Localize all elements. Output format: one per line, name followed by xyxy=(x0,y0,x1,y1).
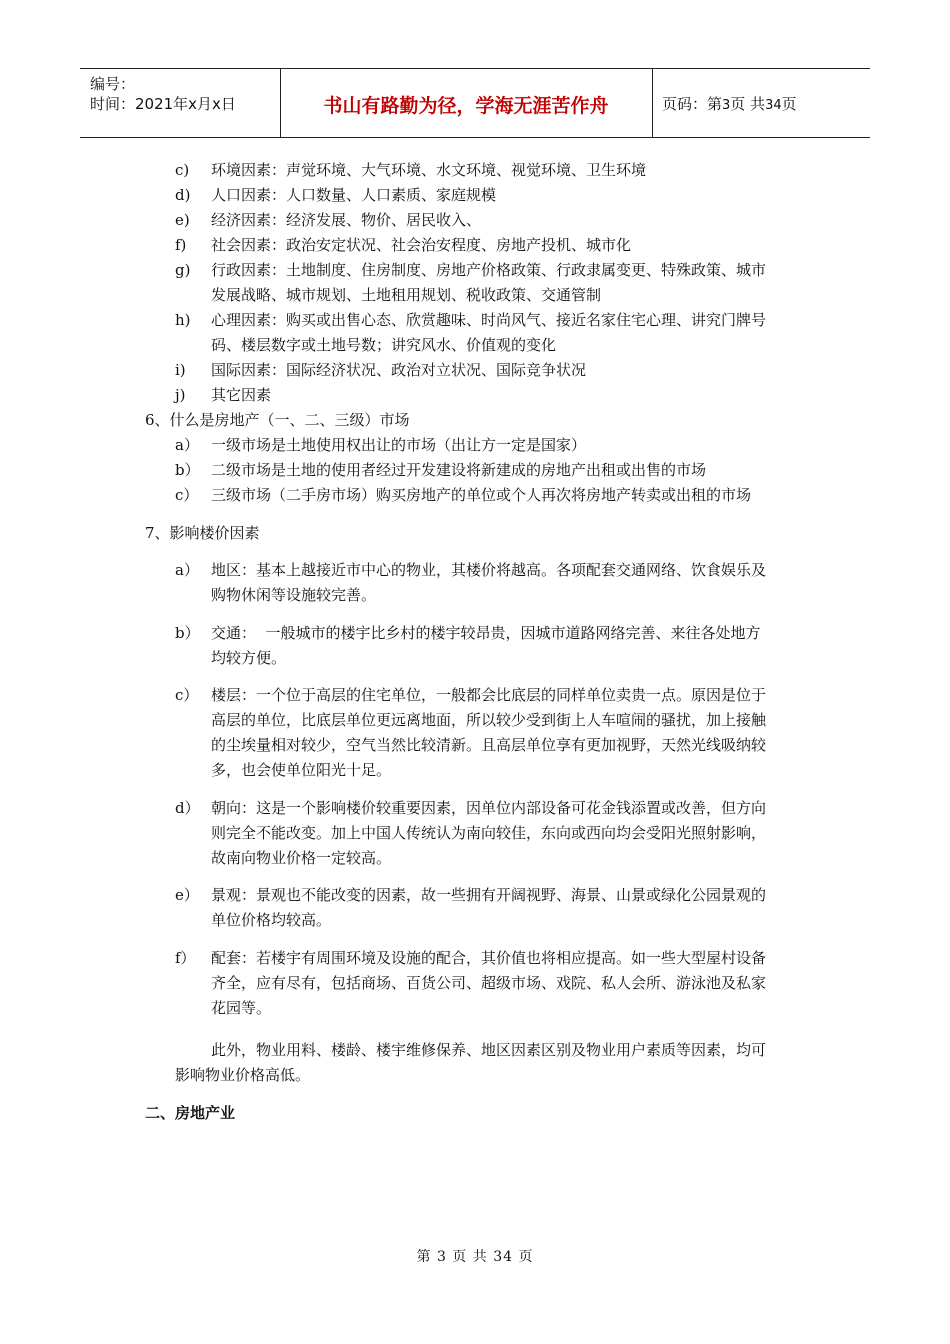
list-item-marker: f） xyxy=(175,949,196,967)
list-item-text: 心理因素：购买或出售心态、欣赏趣味、时尚风气、接近名家住宅心理、讲究门牌号 xyxy=(211,311,767,329)
closing-paragraph-continued: 影响物业价格高低。 xyxy=(175,1066,311,1084)
list-item-text-continued: 购物休闲等设施较完善。 xyxy=(211,586,377,604)
list-item-text: 配套：若楼宇有周围环境及设施的配合，其价值也将相应提高。如一些大型屋村设备 xyxy=(211,949,767,967)
list-item-marker: h) xyxy=(175,311,191,329)
section-6-heading: 6、什么是房地产（一、二、三级）市场 xyxy=(145,411,410,429)
list-item-marker: e) xyxy=(175,211,190,229)
list-item-text: 朝向：这是一个影响楼价较重要因素，因单位内部设备可花金钱添置或改善，但方向 xyxy=(211,799,767,817)
page-code-suffix: 页 xyxy=(781,95,797,113)
list-item-marker: i) xyxy=(175,361,186,379)
list-item-text: 一级市场是土地使用权出让的市场（出让方一定是国家） xyxy=(211,436,587,454)
header-page-code xyxy=(662,93,797,114)
list-item-text-continued: 高层的单位，比底层单位更远离地面，所以较少受到街上人车喧闹的骚扰，加上接触 xyxy=(211,711,767,729)
section-7-heading: 7、影响楼价因素 xyxy=(145,524,260,542)
list-item-text: 经济因素：经济发展、物价、居民收入、 xyxy=(211,211,482,229)
closing-paragraph: 此外，物业用料、楼龄、楼宇维修保养、地区因素区别及物业用户素质等因素，均可 xyxy=(211,1041,767,1059)
list-item-text: 社会因素：政治安定状况、社会治安程度、房地产投机、城市化 xyxy=(211,236,632,254)
list-item-marker: a） xyxy=(175,561,199,579)
list-item-marker: c） xyxy=(175,486,199,504)
list-item-marker: c) xyxy=(175,161,190,179)
list-item-text: 人口因素：人口数量、人口素质、家庭规模 xyxy=(211,186,497,204)
list-item-text-continued: 齐全，应有尽有，包括商场、百货公司、超级市场、戏院、私人会所、游泳池及私家 xyxy=(211,974,767,992)
header-info-cell xyxy=(80,69,281,137)
page-code-current: 3 xyxy=(722,98,731,113)
list-item-text-continued: 单位价格均较高。 xyxy=(211,911,332,929)
list-item-text: 楼层：一个位于高层的住宅单位，一般都会比底层的同样单位卖贵一点。原因是位于 xyxy=(211,686,767,704)
list-item-text-continued: 发展战略、城市规划、土地租用规划、税收政策、交通管制 xyxy=(211,286,602,304)
list-item-text: 二级市场是土地的使用者经过开发建设将新建成的房地产出租或出售的市场 xyxy=(211,461,707,479)
list-item-text: 地区：基本上越接近市中心的物业，其楼价将越高。各项配套交通网络、饮食娱乐及 xyxy=(211,561,767,579)
page-code-total: 34 xyxy=(765,98,782,113)
list-item-text-continued: 码、楼层数字或土地号数；讲究风水、价值观的变化 xyxy=(211,336,557,354)
list-item-marker: g) xyxy=(175,261,191,279)
page-code-middle: 页 共 xyxy=(730,95,766,113)
list-item-marker: c） xyxy=(175,686,199,704)
document-time-label: 时间：2021年x月x日 xyxy=(90,95,236,113)
list-item-text: 三级市场（二手房市场）购买房地产的单位或个人再次将房地产转卖或出租的市场 xyxy=(211,486,752,504)
list-item-marker: a） xyxy=(175,436,199,454)
list-item-text: 环境因素：声觉环境、大气环境、水文环境、视觉环境、卫生环境 xyxy=(211,161,647,179)
section-two-heading: 二、房地产业 xyxy=(145,1104,236,1122)
list-item-text-continued: 花园等。 xyxy=(211,999,272,1017)
list-item-text-continued: 的尘埃量相对较少，空气当然比较清新。且高层单位享有更加视野，天然光线吸纳较 xyxy=(211,736,767,754)
list-item-marker: f) xyxy=(175,236,187,254)
list-item-marker: b） xyxy=(175,461,200,479)
list-item-text-continued: 多，也会使单位阳光十足。 xyxy=(211,761,392,779)
list-item-text-continued: 故南向物业价格一定较高。 xyxy=(211,849,392,867)
list-item-marker: d） xyxy=(175,799,200,817)
header-motto-cell xyxy=(280,69,653,137)
list-item-text: 国际因素：国际经济状况、政治对立状况、国际竞争状况 xyxy=(211,361,587,379)
document-number-label: 编号： xyxy=(90,75,136,93)
page-header xyxy=(80,68,870,138)
page-code-prefix: 页码：第 xyxy=(662,95,723,113)
list-item-text: 交通： 一般城市的楼宇比乡村的楼宇较昂贵，因城市道路网络完善、来往各处地方 xyxy=(211,624,761,642)
list-item-text: 景观：景观也不能改变的因素，故一些拥有开阔视野、海景、山景或绿化公园景观的 xyxy=(211,886,767,904)
page-footer: 第 3 页 共 34 页 xyxy=(416,1249,534,1265)
list-item-marker: b） xyxy=(175,624,200,642)
list-item-text: 其它因素 xyxy=(211,386,272,404)
list-item-text-continued: 则完全不能改变。加上中国人传统认为南向较佳，东向或西向均会受阳光照射影响， xyxy=(211,824,767,842)
header-motto: 书山有路勤为径，学海无涯苦作舟 xyxy=(323,95,609,117)
list-item-marker: e） xyxy=(175,886,199,904)
list-item-text-continued: 均较方便。 xyxy=(211,649,287,667)
list-item-text: 行政因素：土地制度、住房制度、房地产价格政策、行政隶属变更、特殊政策、城市 xyxy=(211,261,767,279)
list-item-marker: j) xyxy=(175,386,186,404)
list-item-marker: d) xyxy=(175,186,191,204)
header-page-code-cell xyxy=(652,69,870,137)
